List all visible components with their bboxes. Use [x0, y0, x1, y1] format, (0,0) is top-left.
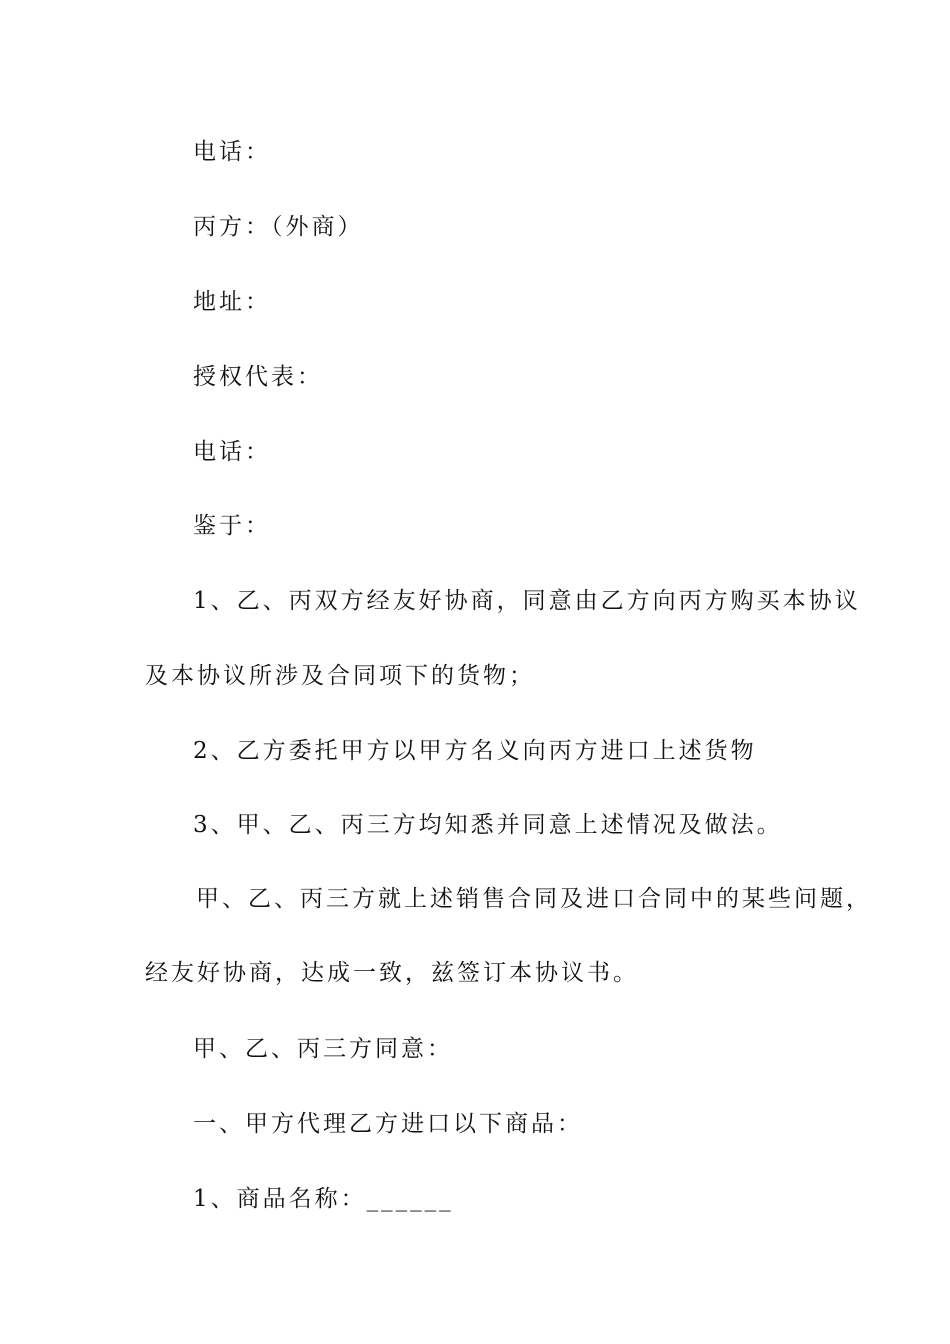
- preamble-line-1: 甲、乙、丙三方就上述销售合同及进口合同中的某些问题，: [196, 886, 872, 912]
- recital-1-line-2: 及本协议所涉及合同项下的货物；: [145, 663, 535, 689]
- product-name-line: 1、商品名称：______: [193, 1186, 454, 1212]
- recital-2: 2、乙方委托甲方以甲方名义向丙方进口上述货物: [193, 738, 757, 764]
- preamble-line-2: 经友好协商，达成一致，兹签订本协议书。: [145, 960, 639, 986]
- agreement-heading: 甲、乙、丙三方同意：: [193, 1036, 453, 1062]
- whereas-heading: 鉴于：: [193, 513, 271, 539]
- party-c-line: 丙方：（外商）: [193, 214, 364, 240]
- recital-1-line-1: 1、乙、丙双方经友好协商，同意由乙方向丙方购买本协议: [193, 588, 861, 614]
- phone-label-line-2: 电话：: [193, 439, 271, 465]
- recital-3: 3、甲、乙、丙三方均知悉并同意上述情况及做法。: [193, 812, 783, 838]
- clause-1-heading: 一、甲方代理乙方进口以下商品：: [193, 1111, 583, 1137]
- authorized-rep-line: 授权代表：: [193, 364, 323, 390]
- phone-label-line: 电话：: [193, 139, 271, 165]
- address-label-line: 地址：: [193, 289, 271, 315]
